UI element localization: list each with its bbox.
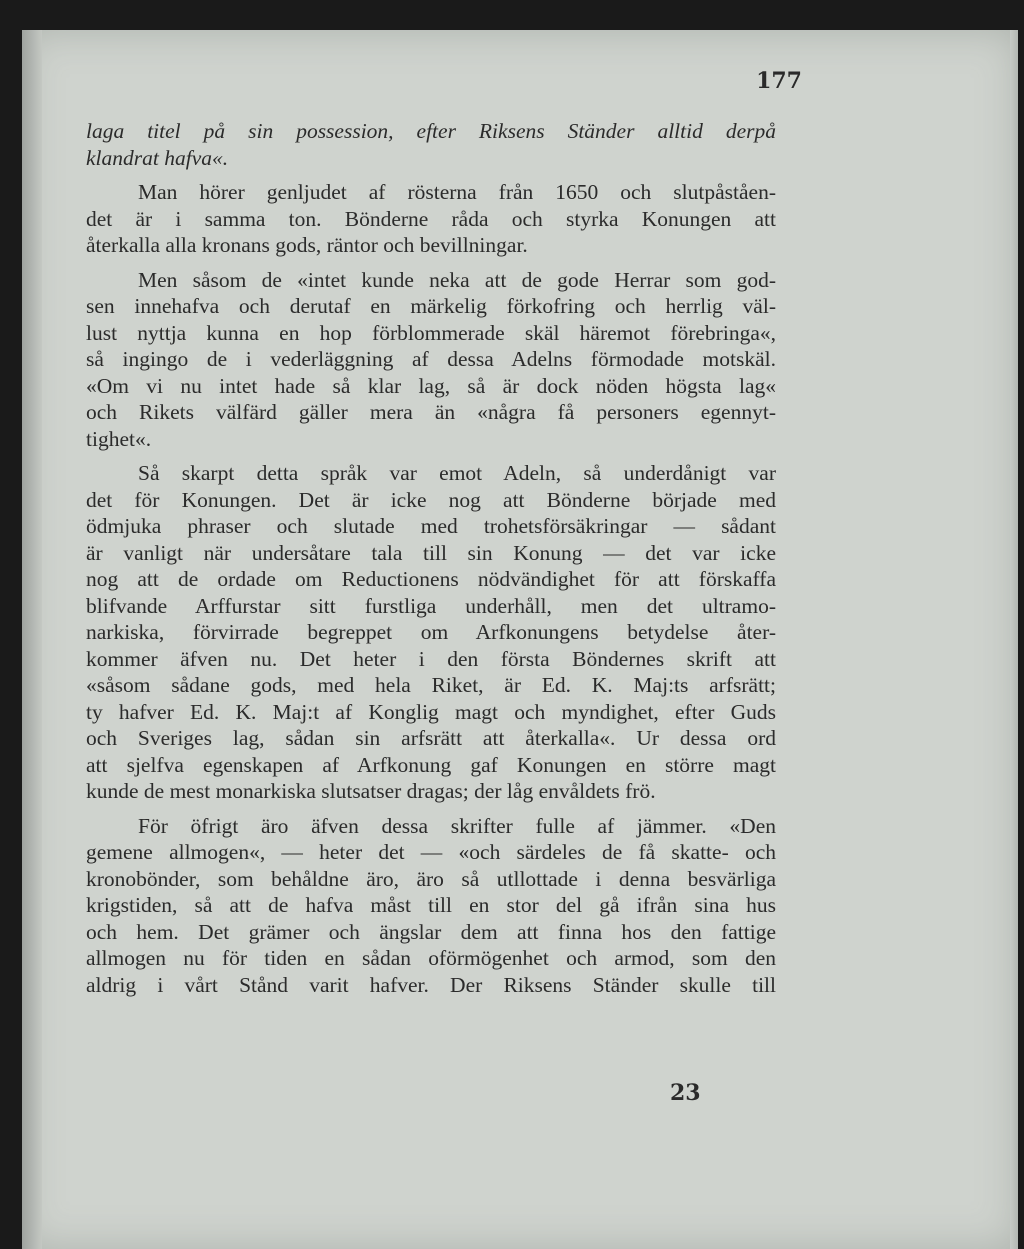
text-line: Man hörer genljudet af rösterna från 1650 och slutpåståen- xyxy=(138,180,776,204)
paragraph xyxy=(86,813,776,999)
page-edge xyxy=(1010,30,1018,1249)
text-line: lust nyttja kunna en hop förblommerade skäl häremot förebringa«, xyxy=(86,320,776,345)
text-line: är vanligt när undersåtare tala till sin Konung — det var icke xyxy=(86,540,776,565)
text-line: «Om vi nu intet hade så klar lag, så är dock nöden högsta lag« xyxy=(86,373,776,398)
text-line: att sjelfva egenskapen af Arfkonung gaf Konungen en större magt xyxy=(86,752,776,777)
text-line: och hem. Det grämer och ängslar dem att finna hos den fattige xyxy=(86,919,776,944)
text-line: det är i samma ton. Bönderne råda och styrka Konungen att xyxy=(86,206,776,231)
page-number: 177 xyxy=(756,68,802,94)
text-line: Men såsom de «intet kunde neka att de gode Herrar som god- xyxy=(138,267,776,292)
text-line: allmogen nu för tiden en sådan oförmögenhet och armod, som den xyxy=(86,946,776,970)
text-line: tighet«. xyxy=(86,426,152,451)
text-line: laga titel på sin possession, efter Riksens Ständer alltid derpå xyxy=(86,119,776,143)
text-line: det för Konungen. Det är icke nog att Bönderne började med xyxy=(86,487,776,512)
text-line: «såsom sådane gods, med hela Riket, är Ed. K. Maj:ts arfsrätt; xyxy=(86,673,776,697)
text-line: kronobönder, som behåldne äro, äro så utllottade i denna besvärliga xyxy=(86,866,776,891)
paragraph xyxy=(86,460,776,805)
text-line: klandrat hafva«. xyxy=(86,145,229,170)
paragraph-gap xyxy=(86,171,776,179)
paragraph-gap xyxy=(86,259,776,267)
text-line: återkalla alla kronans gods, räntor och bevillningar. xyxy=(86,233,528,257)
text-line: krigstiden, så att de hafva måst till en stor del gå ifrån sina hus xyxy=(86,893,776,917)
text-line: och Sveriges lag, sådan sin arfsrätt att återkalla«. Ur dessa ord xyxy=(86,726,776,750)
text-line: ödmjuka phraser och slutade med trohetsförsäkringar — sådant xyxy=(86,514,776,538)
text-line: narkiska, förvirrade begreppet om Arfkonungens betydelse åter- xyxy=(86,620,776,644)
text-line: blifvande Arffurstar sitt furstliga underhåll, men det ultramo- xyxy=(86,593,776,618)
signature-mark: 23 xyxy=(670,1080,701,1106)
text-line: För öfrigt äro äfven dessa skrifter fulle af jämmer. «Den xyxy=(138,813,776,838)
paragraph-gap xyxy=(86,452,776,460)
text-line: nog att de ordade om Reductionens nödvändighet för att förskaffa xyxy=(86,567,776,591)
text-line: och Rikets välfärd gäller mera än «några få personers egennyt- xyxy=(86,400,776,424)
paragraph xyxy=(86,179,776,259)
paragraph-gap xyxy=(86,805,776,813)
page-spine-shadow xyxy=(22,30,42,1249)
text-line: kommer äfven nu. Det heter i den första Böndernes skrift att xyxy=(86,646,776,671)
paragraph xyxy=(86,267,776,453)
text-line: kunde de mest monarkiska slutsatser dragas; der låg envåldets frö. xyxy=(86,779,656,803)
text-line: så ingingo de i vederläggning af dessa Adelns förmodade motskäl. xyxy=(86,347,776,371)
text-line: Så skarpt detta språk var emot Adeln, så underdånigt var xyxy=(138,461,776,485)
body-text xyxy=(86,118,776,998)
text-line: aldrig i vårt Stånd varit hafver. Der Riksens Ständer skulle till xyxy=(86,972,776,997)
text-line: sen innehafva och derutaf en märkelig förkofring och herrlig väl- xyxy=(86,294,776,318)
text-line: gemene allmogen«, — heter det — «och särdeles de få skatte- och xyxy=(86,840,776,864)
paragraph xyxy=(86,118,776,171)
text-line: ty hafver Ed. K. Maj:t af Konglig magt och myndighet, efter Guds xyxy=(86,699,776,724)
